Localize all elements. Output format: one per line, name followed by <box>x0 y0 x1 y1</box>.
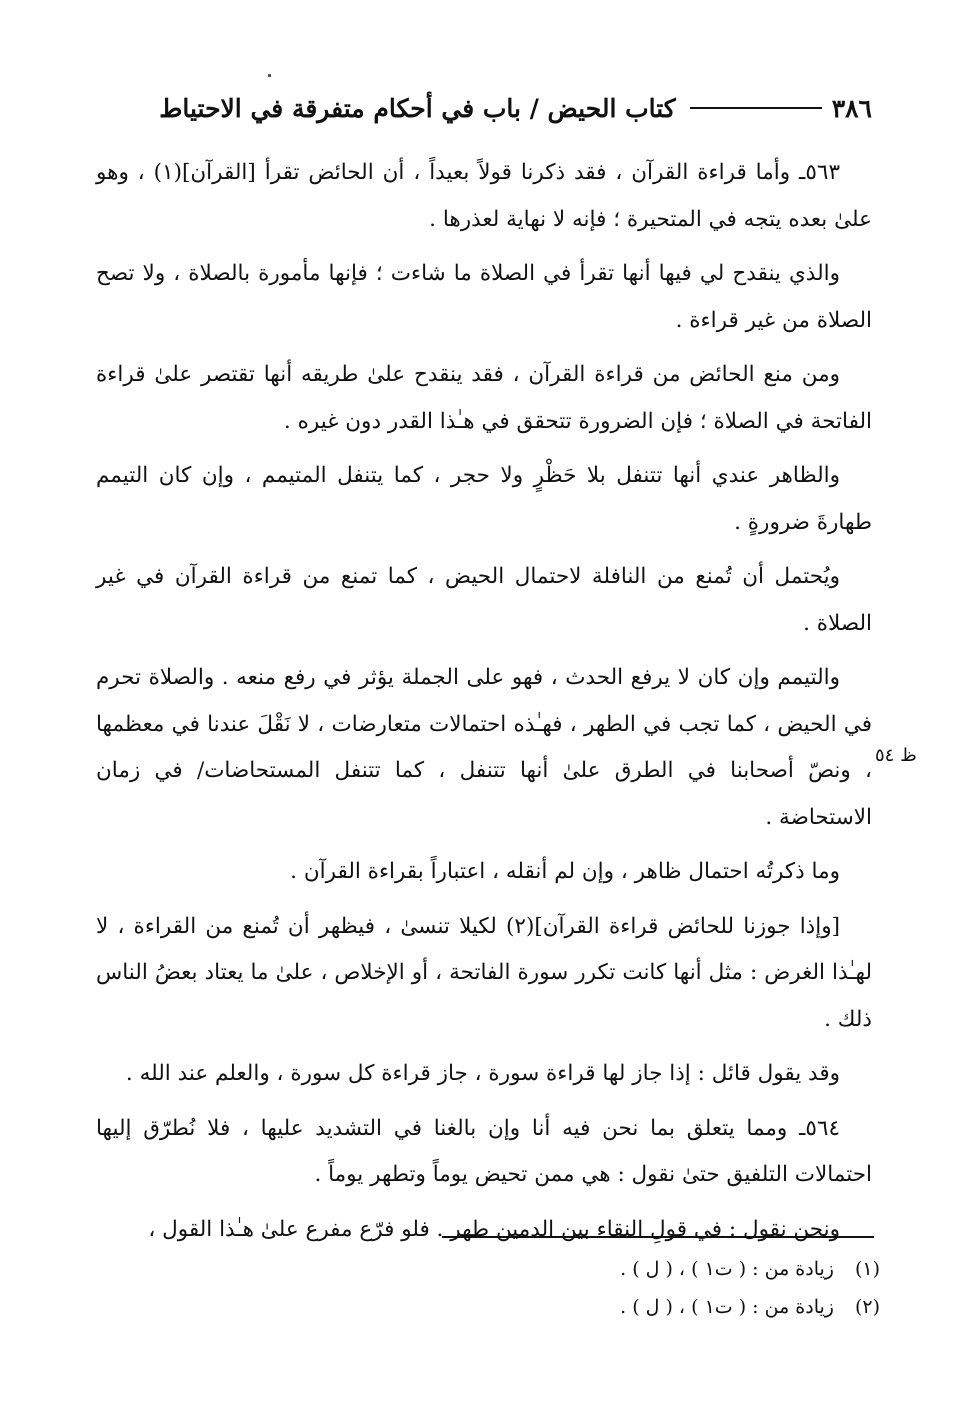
footnote-number: (٢) <box>854 1296 880 1318</box>
paragraph-563: ٥٦٣ـ وأما قراءة القرآن ، فقد ذكرنا قولاً بعيداً ، أن الحائض تقرأ [القرآن](١) ، وهو علىٰ بعده يتجه في المتحيرة ؛ فإنه لا نهاية لعذرها . <box>96 160 872 232</box>
manuscript-folio-note: ظ ٥٤ <box>875 745 917 766</box>
paragraph: وما ذكرتُه احتمال ظاهر ، وإن لم أنقله ، اعتباراً بقراءة القرآن . <box>290 859 840 884</box>
scan-speck <box>268 74 271 77</box>
page-number: ٣٨٦ <box>831 93 872 123</box>
paragraph: [وإذا جوزنا للحائض قراءة القرآن](٢) لكيلا تنسىٰ ، فيظهر أن تُمنع من القراءة ، لا لهـٰذا الغرض : مثل أنها كانت تكرر سورة الفاتحة ، أو الإخلاص ، علىٰ ما يعتاد بعضُ الناس ذلك . <box>96 913 872 1032</box>
paragraph: والظاهر عندي أنها تتنفل بلا حَظْرٍ ولا حجر ، كما يتنفل المتيمم ، وإن كان التيمم طهارةَ ضرورةٍ . <box>96 463 872 535</box>
page-header <box>96 88 872 128</box>
footnotes <box>420 1250 880 1326</box>
footnote-item <box>420 1250 880 1288</box>
paragraph: والذي ينقدح لي فيها أنها تقرأ في الصلاة ما شاءت ؛ فإنها مأمورة بالصلاة ، ولا تصح الصلاة من غير قراءة . <box>96 261 872 333</box>
footnote-number: (١) <box>854 1258 880 1280</box>
paragraph: ويُحتمل أن تُمنع من النافلة لاحتمال الحيض ، كما تمنع من قراءة القرآن في غير الصلاة . <box>96 564 872 636</box>
footnote-text: زيادة من : ( ت١ ) ، ( ل ) . <box>620 1258 834 1280</box>
footnote-separator <box>442 1236 874 1238</box>
footnote-text: زيادة من : ( ت١ ) ، ( ل ) . <box>620 1296 834 1318</box>
running-title: كتاب الحيض / باب في أحكام متفرقة في الاحتياط <box>159 93 676 123</box>
paragraph-564: ٥٦٤ـ ومما يتعلق بما نحن فيه أنا وإن بالغنا في التشديد عليها ، فلا نُطرّق إليها احتمالات التلفيق حتىٰ نقول : هي ممن تحيض يوماً وتطهر يوماً . <box>96 1115 872 1187</box>
header-rule <box>690 107 822 109</box>
paragraph: ومن منع الحائض من قراءة القرآن ، فقد ينقدح علىٰ طريقه أنها تقتصر علىٰ قراءة الفاتحة في الصلاة ؛ فإن الضرورة تتحقق في هـٰذا القدر دون غيره . <box>96 362 872 434</box>
paragraph: وقد يقول قائل : إذا جاز لها قراءة سورة ، جاز قراءة كل سورة ، والعلم عند الله . <box>125 1061 840 1086</box>
footnote-item <box>420 1288 880 1326</box>
paragraph: ونحن نقول : في قولِ النقاء بين الدمين طهر . فلو فرّع مفرع علىٰ هـٰذا القول ، <box>148 1216 840 1242</box>
main-text <box>96 150 872 1261</box>
paragraph: والتيمم وإن كان لا يرفع الحدث ، فهو على الجملة يؤثر في رفع منعه . والصلاة تحرم في الحيض ، كما تجب في الطهر ، فهـٰذه احتمالات متعارضات ، لا نَقْلَ عندنا في معظمها ، ونصّ أصحابنا في الطرق علىٰ أنها تتنفل ، كما تتنفل المستحاضات/ في زمان الاستحاضة . <box>96 665 872 830</box>
